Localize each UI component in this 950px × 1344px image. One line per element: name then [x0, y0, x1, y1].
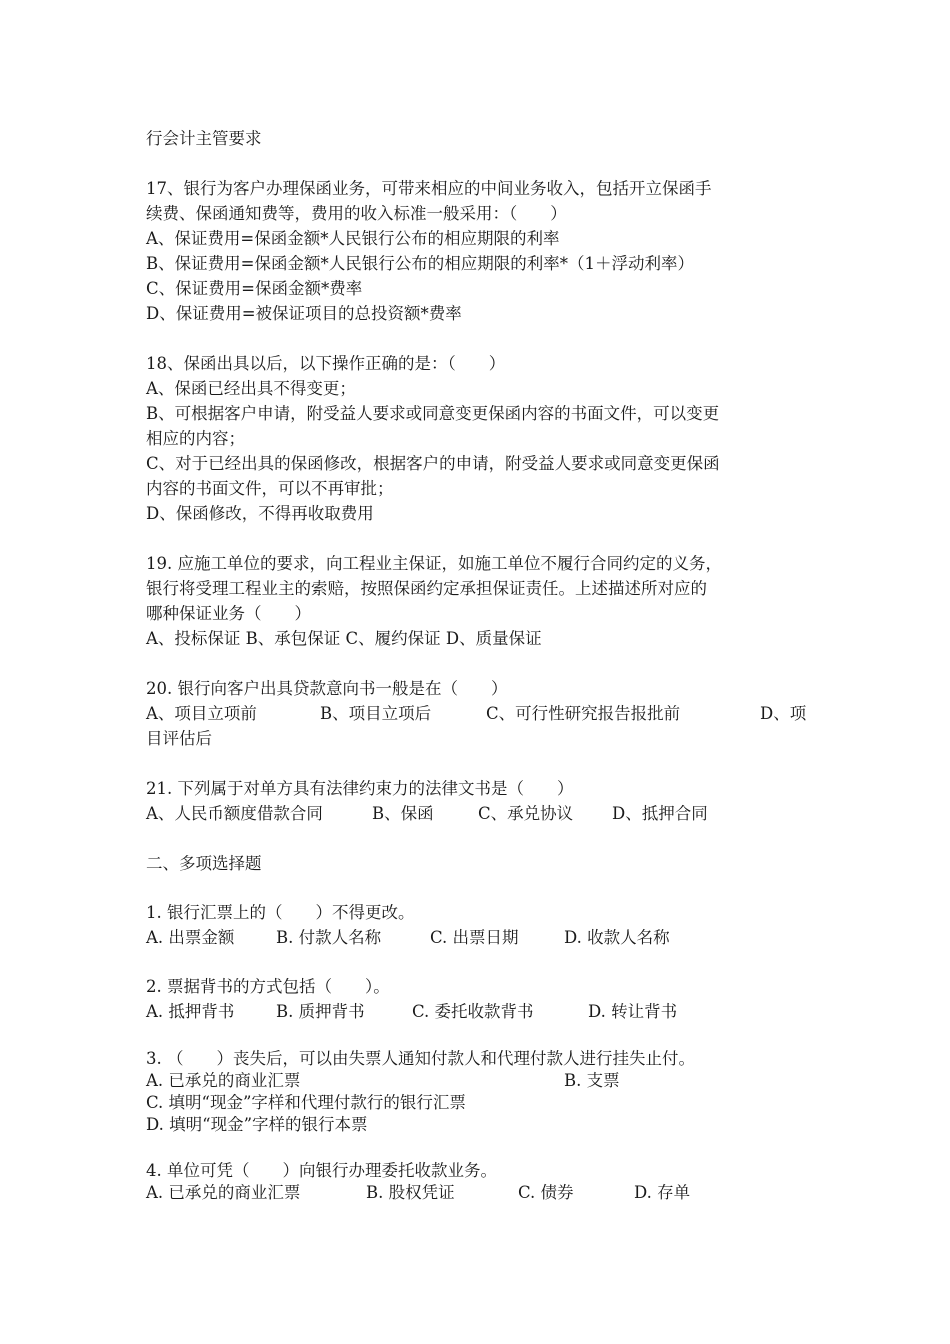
- q19-stem-line-3: 哪种保证业务（ ）: [146, 604, 311, 623]
- m4-stem: 4. 单位可凭（ ）向银行办理委托收款业务。: [146, 1161, 497, 1180]
- q18-option-a: A、保函已经出具不得变更；: [146, 379, 356, 398]
- m3-options-row: [146, 1070, 826, 1092]
- q17-stem-line-2: 续费、保函通知费等，费用的收入标准一般采用：（ ）: [146, 204, 567, 223]
- q17-option-b: B、保证费用=保函金额*人民银行公布的相应期限的利率*（1＋浮动利率）: [146, 254, 694, 273]
- m4-option-b: B. 股权凭证: [366, 1183, 455, 1202]
- multi-question-1: [146, 900, 826, 950]
- q21-option-b: B、保函: [372, 804, 434, 823]
- m4-option-c: C. 债券: [518, 1183, 574, 1202]
- m2-option-a: A. 抵押背书: [146, 1002, 235, 1021]
- m2-stem: 2. 票据背书的方式包括（ ）。: [146, 977, 390, 996]
- section-2-title: 二、多项选择题: [146, 854, 262, 873]
- q17-option-a: A、保证费用=保函金额*人民银行公布的相应期限的利率: [146, 229, 560, 248]
- question-18: [146, 351, 826, 526]
- question-19: [146, 551, 826, 651]
- q20-option-c: C、可行性研究报告报批前: [486, 704, 681, 723]
- m4-option-a: A. 已承兑的商业汇票: [146, 1183, 301, 1202]
- q20-option-d-part-1: D、项: [760, 704, 807, 723]
- q17-option-d: D、保证费用=被保证项目的总投资额*费率: [146, 304, 462, 323]
- q19-stem-line-2: 银行将受理工程业主的索赔，按照保函约定承担保证责任。上述描述所对应的: [146, 579, 707, 598]
- multi-question-4: [146, 1160, 826, 1204]
- m1-option-b: B. 付款人名称: [276, 928, 382, 947]
- m3-option-d: D. 填明“现金”字样的银行本票: [146, 1115, 368, 1134]
- q18-option-c-line-2: 内容的书面文件，可以不再审批；: [146, 479, 394, 498]
- m3-option-a: A. 已承兑的商业汇票: [146, 1071, 301, 1090]
- question-20: [146, 676, 826, 751]
- m2-option-d: D. 转让背书: [588, 1002, 678, 1021]
- question-column: [146, 126, 826, 1204]
- multi-question-2: [146, 974, 826, 1024]
- q21-options-row: [146, 801, 826, 826]
- q18-option-d: D、保函修改，不得再收取费用: [146, 504, 374, 523]
- question-17: [146, 176, 826, 326]
- m3-option-c: C. 填明“现金”字样和代理付款行的银行汇票: [146, 1093, 466, 1112]
- q18-stem: 18、保函出具以后，以下操作正确的是：（ ）: [146, 354, 506, 373]
- m4-option-d: D. 存单: [634, 1183, 691, 1202]
- q20-option-b: B、项目立项后: [320, 704, 432, 723]
- m2-options-row: [146, 999, 826, 1024]
- m2-option-b: B. 质押背书: [276, 1002, 365, 1021]
- q21-option-c: C、承兑协议: [478, 804, 574, 823]
- m3-stem: 3. （ ）丧失后，可以由失票人通知付款人和代理付款人进行挂失止付。: [146, 1049, 695, 1068]
- m1-option-d: D. 收款人名称: [564, 928, 670, 947]
- multi-question-3: [146, 1048, 826, 1136]
- m1-options-row: [146, 925, 826, 950]
- q21-stem: 21. 下列属于对单方具有法律约束力的法律文书是（ ）: [146, 779, 574, 798]
- m2-option-c: C. 委托收款背书: [412, 1002, 534, 1021]
- q19-stem-line-1: 19. 应施工单位的要求，向工程业主保证，如施工单位不履行合同约定的义务，: [146, 554, 722, 573]
- q18-option-c-line-1: C、对于已经出具的保函修改，根据客户的申请，附受益人要求或同意变更保函: [146, 454, 720, 473]
- m1-option-a: A. 出票金额: [146, 928, 235, 947]
- q17-stem-line-1: 17、银行为客户办理保函业务，可带来相应的中间业务收入，包括开立保函手: [146, 179, 712, 198]
- q19-options: A、投标保证 B、承包保证 C、履约保证 D、质量保证: [146, 629, 542, 648]
- q20-options-row: [146, 701, 826, 726]
- m1-option-c: C. 出票日期: [430, 928, 519, 947]
- q18-option-b-line-2: 相应的内容；: [146, 429, 245, 448]
- q21-option-d: D、抵押合同: [612, 804, 708, 823]
- m1-stem: 1. 银行汇票上的（ ）不得更改。: [146, 903, 415, 922]
- q18-option-b-line-1: B、可根据客户申请，附受益人要求或同意变更保函内容的书面文件，可以变更: [146, 404, 720, 423]
- m3-option-b: B. 支票: [564, 1071, 620, 1090]
- m4-options-row: [146, 1182, 826, 1204]
- q20-option-a: A、项目立项前: [146, 704, 257, 723]
- q20-option-d-part-2: 目评估后: [146, 729, 212, 748]
- header-fragment: 行会计主管要求: [146, 129, 262, 148]
- question-21: [146, 776, 826, 826]
- q20-stem: 20. 银行向客户出具贷款意向书一般是在（ ）: [146, 679, 508, 698]
- q17-option-c: C、保证费用=保函金额*费率: [146, 279, 363, 298]
- q21-option-a: A、人民币额度借款合同: [146, 804, 323, 823]
